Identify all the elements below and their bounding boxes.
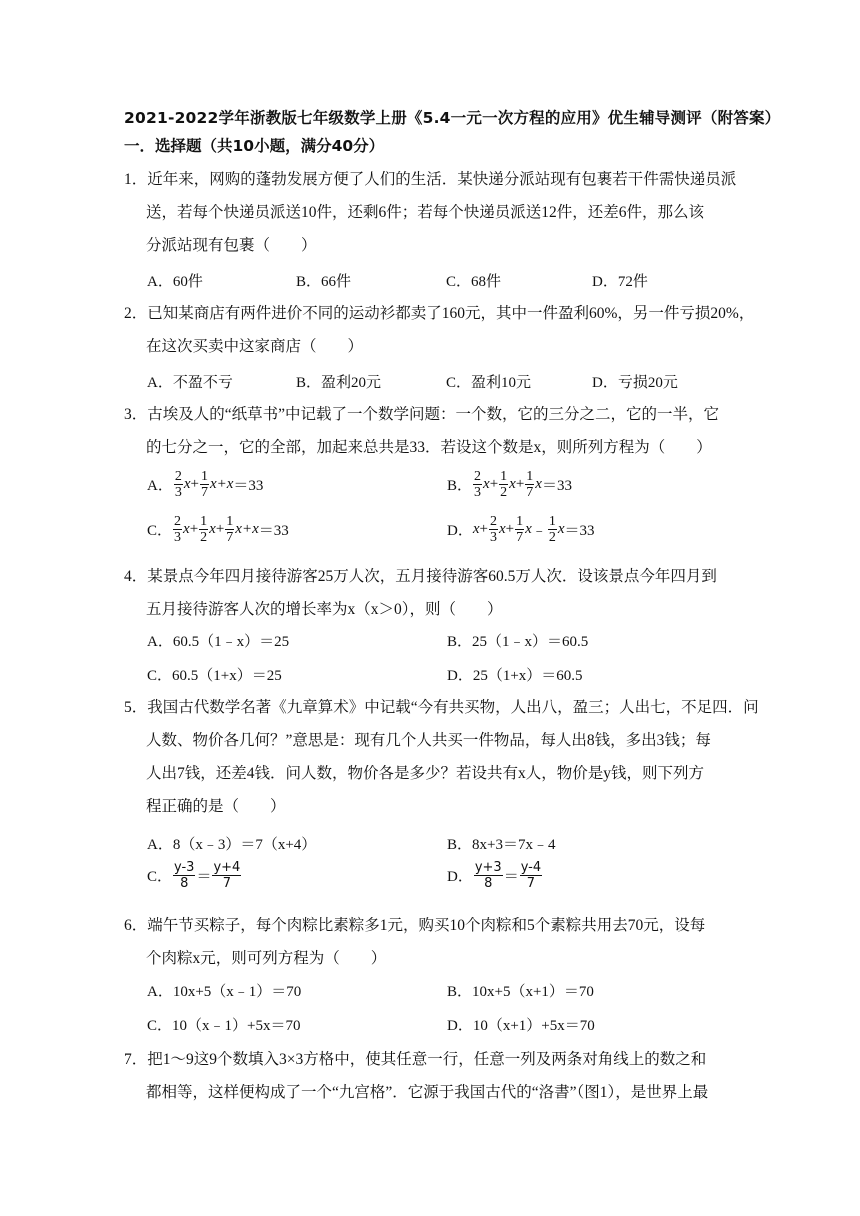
option-d: D． x + $\frac{2}{3}$ x + $\frac{1}{7}$ x ﹣ $\frac{1}{2}$ x ＝33	[447, 514, 595, 545]
question-text-line: 人出7钱，还差4钱．问人数，物价各是多少？若设共有x人，物价是y钱，则下列方	[146, 765, 705, 782]
question-text-line: 2．已知某商店有两件进价不同的运动衫都卖了160元，其中一件盈利60%，另一件亏损20%，	[124, 305, 755, 322]
question-text-line: 6．端午节买粽子，每个肉粽比素粽多1元，购买10个肉粽和5个素粽共用去70元，设每	[124, 917, 706, 934]
fraction: $\frac{y+4}{7}$	[213, 860, 241, 891]
option-a: A．8（x﹣3）＝7（x+4）	[147, 837, 317, 853]
fraction: $\frac{1}{2}$	[200, 514, 208, 545]
option-b: B． $\frac{2}{3}$ x + $\frac{1}{2}$ x + $\frac{1}{7}$ x ＝33	[447, 469, 572, 500]
fraction: $\frac{2}{3}$	[489, 514, 497, 545]
option-a: A．不盈不亏	[147, 375, 233, 391]
option-d: D．10（x+1）+5x＝70	[447, 1018, 595, 1034]
option-a: A．10x+5（x﹣1）＝70	[147, 984, 302, 1000]
question-text-line: 5．我国古代数学名著《九章算术》中记载“今有共买物，人出八，盈三；人出七，不足四．问	[124, 699, 759, 716]
option-b: B．10x+5（x+1）＝70	[447, 984, 594, 1000]
option-d: D．72件	[592, 274, 648, 290]
fraction: $\frac{1}{7}$	[226, 514, 234, 545]
option-c: C．10（x﹣1）+5x＝70	[147, 1018, 301, 1034]
fraction: $\frac{2}{3}$	[174, 469, 182, 500]
question-5	[124, 691, 759, 823]
option-b: B．8x+3＝7x﹣4	[447, 837, 556, 853]
question-6	[124, 909, 736, 975]
section-heading: 一．选择题（共10小题，满分40分）	[124, 137, 385, 155]
fraction: $\frac{2}{3}$	[474, 469, 482, 500]
fraction: $\frac{1}{2}$	[500, 469, 508, 500]
question-7	[124, 1043, 736, 1109]
fraction: $\frac{1}{7}$	[526, 469, 534, 500]
question-text-line: 送，若每个快递员派送10件，还剩6件；若每个快递员派送12件，还差6件，那么该	[146, 204, 705, 221]
option-a: A． $\frac{2}{3}$ x + $\frac{1}{7}$ x+x ＝33	[147, 469, 264, 500]
option-label: D．	[447, 869, 473, 885]
question-text-line: 人数、物价各几何？”意思是：现有几个人共买一件物品，每人出8钱，多出3钱；每	[146, 732, 711, 749]
option-c: C．60.5（1+x）＝25	[147, 668, 282, 684]
question-text-line: 五月接待游客人次的增长率为x（x＞0），则（ ）	[146, 601, 503, 618]
fraction: $\frac{2}{3}$	[174, 514, 182, 545]
option-label: B．	[447, 478, 473, 494]
fraction: $\frac{y-3}{8}$	[174, 860, 195, 891]
option-label: A．	[147, 478, 173, 494]
option-d: D． $\frac{y+3}{8}$ ＝ $\frac{y-4}{7}$	[447, 860, 542, 891]
option-label: C．	[147, 869, 173, 885]
fraction: $\frac{y-4}{7}$	[520, 860, 542, 891]
question-text-line: 的七分之一，它的全部，加起来总共是33．若设这个数是x，则所列方程为（ ）	[146, 439, 712, 456]
question-text-line: 3．古埃及人的“纸草书”中记载了一个数学问题：一个数，它的三分之二，它的一半，它	[124, 406, 720, 423]
question-text-line: 个肉粽x元，则可列方程为（ ）	[146, 950, 387, 967]
option-a: A．60件	[147, 274, 203, 290]
question-2	[124, 297, 755, 363]
option-c: C．盈利10元	[446, 375, 532, 391]
question-text-line: 程正确的是（ ）	[146, 798, 286, 815]
option-d: D．亏损20元	[592, 375, 678, 391]
fraction: $\frac{1}{2}$	[548, 514, 556, 545]
question-3	[124, 398, 736, 464]
question-text-line: 7．把1～9这9个数填入3×3方格中，使其任意一行，任意一列及两条对角线上的数之和	[124, 1051, 707, 1068]
option-b: B．盈利20元	[296, 375, 382, 391]
question-text-line: 1．近年来，网购的蓬勃发展方便了人们的生活．某快递分派站现有包裹若干件需快递员派	[124, 171, 737, 188]
option-label: D．	[447, 523, 473, 539]
fraction: $\frac{y+3}{8}$	[474, 860, 502, 891]
option-a: A．60.5（1﹣x）＝25	[147, 634, 290, 650]
option-c: C． $\frac{2}{3}$ x + $\frac{1}{2}$ x + $\frac{1}{7}$ x+x ＝33	[147, 514, 289, 545]
question-4	[124, 560, 736, 626]
question-text-line: 都相等，这样便构成了一个“九宫格”．它源于我国古代的“洛書”（图1），是世界上最	[146, 1084, 709, 1101]
option-c: C． $\frac{y-3}{8}$ ＝ $\frac{y+4}{7}$	[147, 860, 241, 891]
question-text-line: 在这次买卖中这家商店（ ）	[146, 338, 364, 355]
option-c: C．68件	[446, 274, 502, 290]
document-title: 2021-2022学年浙教版七年级数学上册《5.4一元一次方程的应用》优生辅导测评（附答案）	[124, 109, 781, 127]
fraction: $\frac{1}{7}$	[516, 514, 524, 545]
question-text-line: 4．某景点今年四月接待游客25万人次，五月接待游客60.5万人次．设该景点今年四月到	[124, 568, 717, 585]
option-label: C．	[147, 523, 173, 539]
option-b: B．66件	[296, 274, 352, 290]
fraction: $\frac{1}{7}$	[200, 469, 208, 500]
question-1	[124, 163, 736, 262]
option-b: B．25（1﹣x）＝60.5	[447, 634, 589, 650]
question-text-line: 分派站现有包裹（ ）	[146, 237, 317, 254]
option-d: D．25（1+x）＝60.5	[447, 668, 583, 684]
